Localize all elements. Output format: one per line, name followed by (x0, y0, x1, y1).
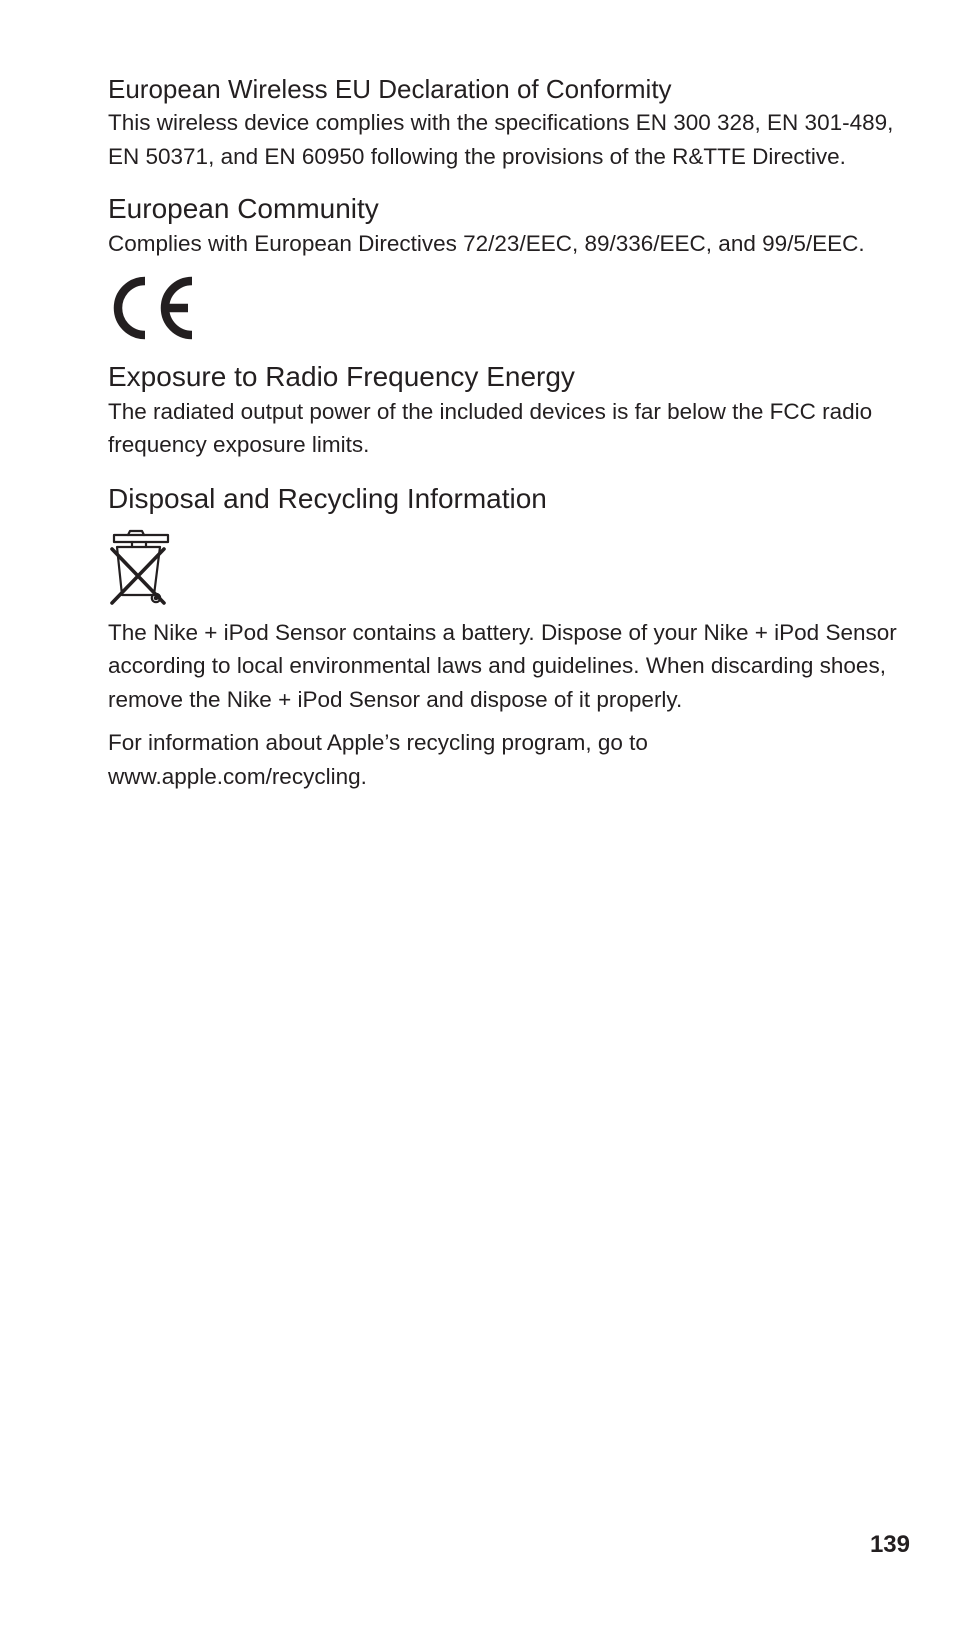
section-paragraph: This wireless device complies with the specifications EN 300 328, EN 301-489, EN 50371, and EN 60950 following the provisions of the R&TTE Directive. (108, 110, 894, 169)
section-disposal-recycling (108, 481, 898, 794)
page-number: 139 (869, 1531, 910, 1558)
section-paragraph: The Nike + iPod Sensor contains a battery. Dispose of your Nike + iPod Sensor according to local environmental laws and guidelines. When discarding shoes, remove the Nike + iPod Sensor and dispose of it properly. (108, 619, 897, 712)
section-paragraph: Complies with European Directives 72/23/EEC, 89/336/EEC, and 99/5/EEC. (108, 231, 865, 256)
ce-mark-icon (108, 273, 198, 343)
section-european-community (108, 191, 898, 343)
section-paragraph: For information about Apple’s recycling program, go to www.apple.com/recycling. (108, 730, 648, 789)
crossed-out-wheelie-bin-icon (108, 529, 172, 605)
section-heading: Exposure to Radio Frequency Energy (108, 360, 575, 392)
section-paragraph: The radiated output power of the included devices is far below the FCC radio frequency exposure limits. (108, 398, 873, 457)
section-heading: Disposal and Recycling Information (108, 482, 547, 514)
section-heading: European Community (108, 193, 379, 224)
section-eu-declaration (108, 72, 898, 173)
section-heading: European Wireless EU Declaration of Conformity (108, 74, 672, 104)
document-page (108, 72, 898, 793)
section-rf-exposure (108, 359, 898, 462)
